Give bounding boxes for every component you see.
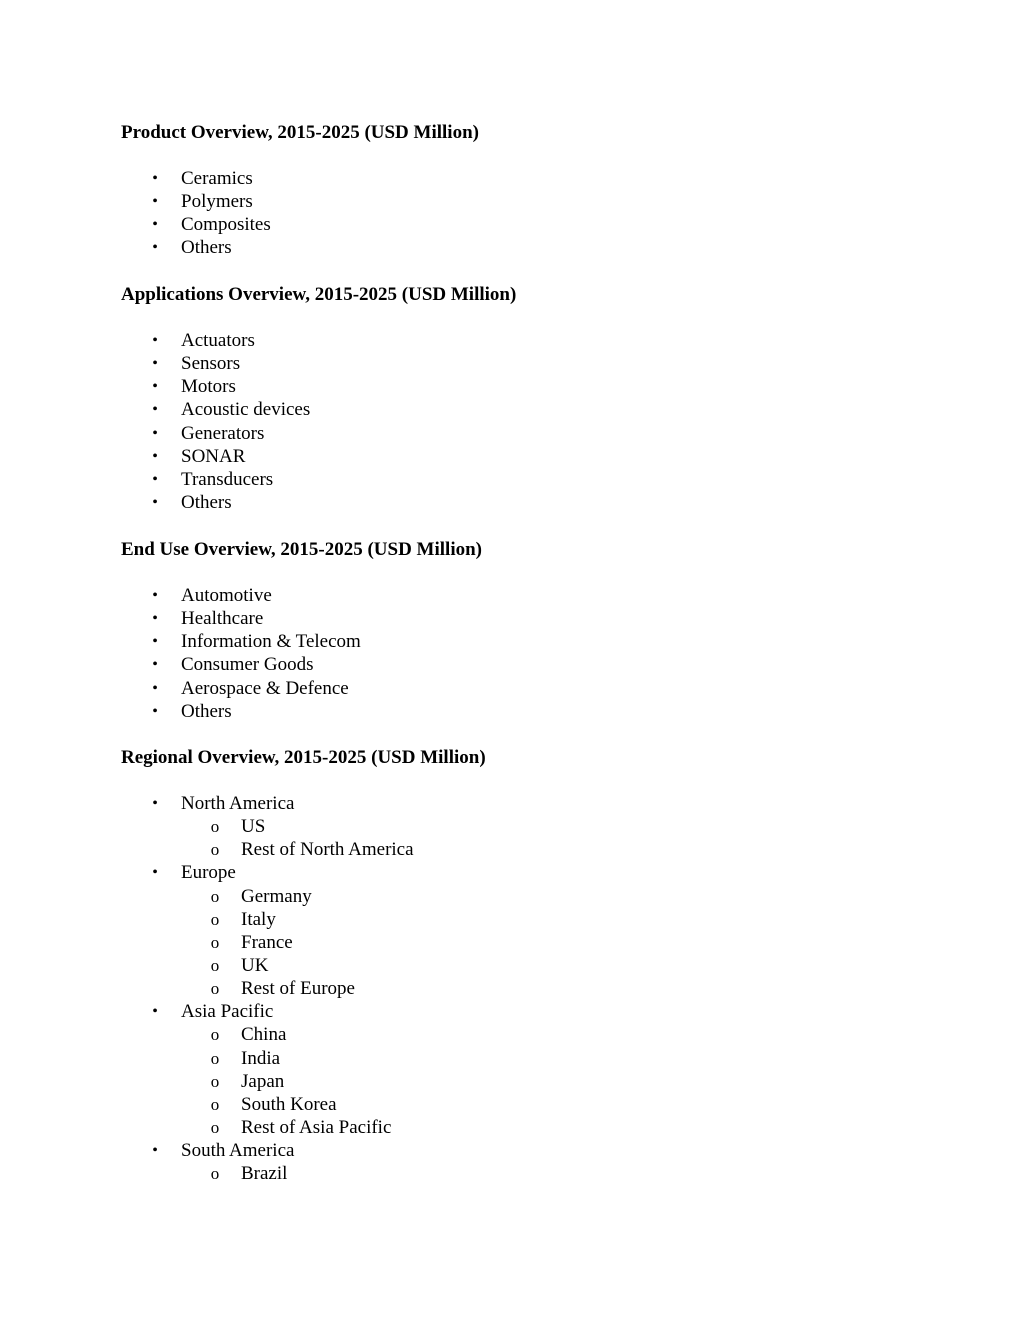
bullet-icon: • [152,864,158,882]
circle-bullet-icon: o [210,1048,220,1068]
bullet-icon: • [152,332,158,349]
bullet-icon: • [152,401,158,419]
bullet-icon: • [152,610,158,628]
product-overview-heading: Product Overview, 2015-2025 (USD Million) [121,122,479,143]
bullet-icon: • [152,679,158,697]
bullet-icon: • [152,587,158,604]
circle-bullet-icon: o [210,1164,220,1184]
circle-bullet-icon: o [210,955,220,975]
bullet-icon: • [152,447,158,465]
bullet-icon: • [152,216,158,234]
end-use-overview-heading: End Use Overview, 2015-2025 (USD Million) [121,539,482,560]
bullet-icon: • [152,378,158,396]
applications-overview-heading: Applications Overview, 2015-2025 (USD Million) [121,284,517,305]
bullet-icon: • [152,795,158,812]
bullet-icon: • [152,239,158,257]
document-page: Product Overview, 2015-2025 (USD Million) • Ceramics • Polymers • Composites • Others Applications Overview, 2015-2025 (USD Million) • Actuators • Sensors • Motors • Acoustic devices • Generators • SONAR • Transducers • Others End Use Overview, 2015-2025 (USD Million) • Automotive • Healthcare • Information & Telecom • Consumer Goods • Aerospace & Defence • Others Regional Overview, 2015-2025 (USD Million) • North America o US o Rest of North America • Europe o Germany o Italy o France o UK o Rest of Europe • Asia Pacific o China o India o Japan o South Korea o Rest of Asia Pacific • South America o Brazil [121,122,517,1185]
bullet-icon: • [152,493,158,511]
circle-bullet-icon: o [210,979,220,999]
bullet-icon: • [152,193,158,211]
circle-bullet-icon: o [210,840,220,860]
bullet-icon: • [152,702,158,720]
circle-bullet-icon: o [210,1117,220,1137]
circle-bullet-icon: o [210,909,220,929]
bullet-icon: • [152,355,158,373]
bullet-icon: • [152,470,158,488]
bullet-icon: • [152,656,158,674]
bullet-icon: • [152,170,158,187]
circle-bullet-icon: o [210,1071,220,1091]
circle-bullet-icon: o [210,886,220,906]
circle-bullet-icon: o [210,1094,220,1114]
bullet-icon: • [152,1142,158,1160]
circle-bullet-icon: o [210,817,220,837]
circle-bullet-icon: o [210,932,220,952]
regional-overview-heading: Regional Overview, 2015-2025 (USD Million) [121,747,486,768]
bullet-icon: • [152,424,158,442]
bullet-icon: • [152,1003,158,1021]
bullet-icon: • [152,633,158,651]
circle-bullet-icon: o [210,1025,220,1045]
